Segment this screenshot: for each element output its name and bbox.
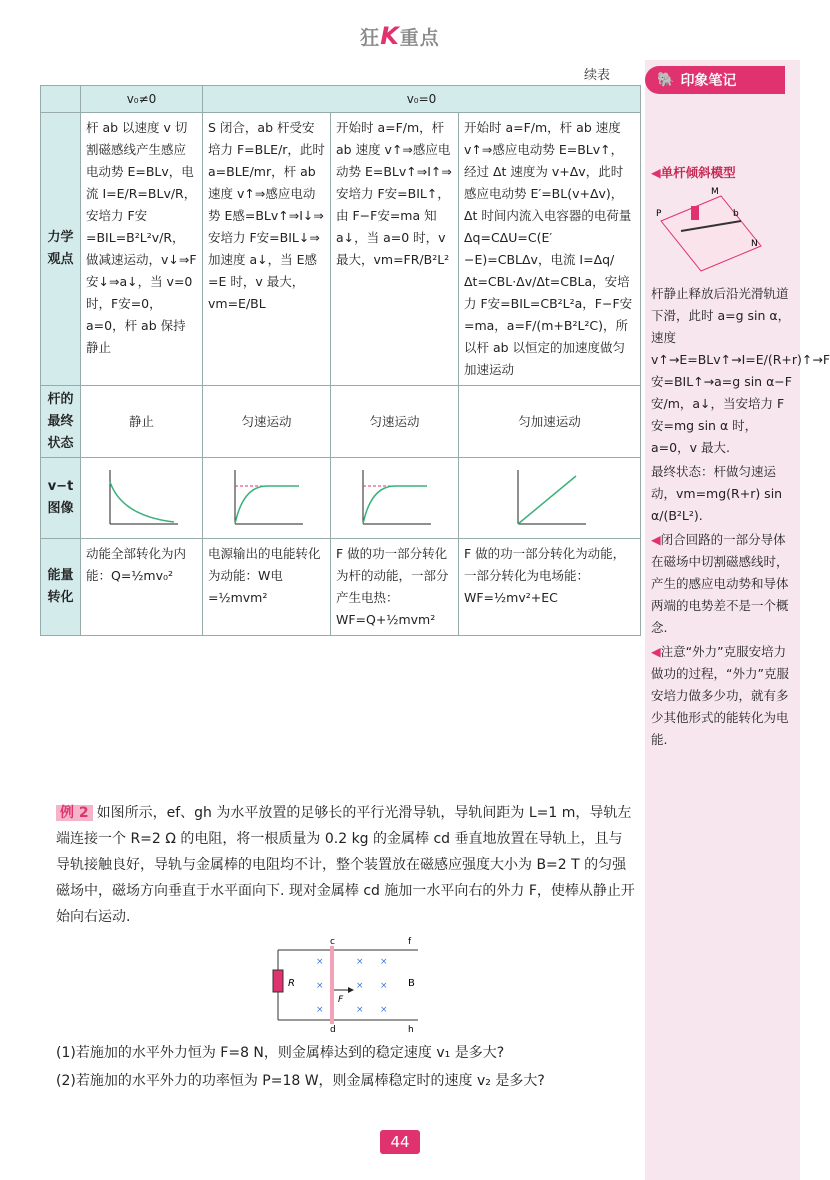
final-cell: 匀速运动 bbox=[331, 386, 459, 458]
graph-cell bbox=[203, 458, 331, 539]
svg-text:N: N bbox=[751, 239, 758, 249]
triangle-icon: ◀ bbox=[651, 644, 661, 659]
example-paragraph bbox=[56, 800, 636, 930]
question-1: (1)若施加的水平外力恒为 F=8 N，则金属棒达到的稳定速度 v₁ 是多大? bbox=[56, 1045, 505, 1061]
svg-text:d: d bbox=[330, 1025, 336, 1035]
graph-cell bbox=[459, 458, 641, 539]
elephant-icon: 🐘 bbox=[657, 72, 675, 88]
svg-text:×: × bbox=[316, 981, 324, 991]
row-label-mechanics: 力学观点 bbox=[41, 113, 81, 386]
energy-cell: 动能全部转化为内能：Q=½mv₀² bbox=[81, 539, 203, 636]
header-k: K bbox=[380, 22, 400, 50]
graph-cell bbox=[81, 458, 203, 539]
sidebar-tab bbox=[645, 66, 785, 94]
header-pre: 狂 bbox=[360, 27, 381, 49]
mech-cell: S 闭合，ab 杆受安培力 F=BLE/r，此时 a=BLE/mr，杆 ab 速度 v↑⇒感应电动势 E感=BLv↑⇒I↓⇒安培力 F安=BIL↓⇒加速度 a↓，当 E感=E 时，v 最大，vm=E/BL bbox=[203, 113, 331, 386]
row-label-energy: 能量转化 bbox=[41, 539, 81, 636]
svg-text:B: B bbox=[408, 978, 415, 989]
header-v0-zero: v₀=0 bbox=[203, 86, 641, 113]
svg-text:×: × bbox=[356, 1005, 364, 1015]
mech-cell: 开始时 a=F/m，杆 ab 速度 v↑⇒感应电动势 E=BLv↑，经过 Δt 速度为 v+Δv，此时感应电动势 E′=BL(v+Δv)，Δt 时间内流入电容器的电荷量 Δq=CΔU=C(E′−E)=CBLΔv，电流 I=Δq/Δt=CBL·Δv/Δt=CBLa，安培力 F安=BIL=CB²L²a，F−F安=ma，a=F/(m+B²L²C)，所以杆 ab 以恒定的加速度做匀加速运动 bbox=[459, 113, 641, 386]
header-post: 重点 bbox=[399, 27, 440, 49]
svg-text:×: × bbox=[356, 981, 364, 991]
vt-graph-saturate bbox=[355, 466, 435, 530]
incline-diagram bbox=[651, 186, 771, 276]
sidebar-note2: 注意“外力”克服安培力做功的过程，“外力”克服安培力做多少功，就有多少其他形式的能转化为电能. bbox=[651, 644, 789, 747]
svg-text:c: c bbox=[330, 937, 335, 947]
page-header bbox=[0, 22, 800, 50]
table-row bbox=[41, 539, 641, 636]
svg-text:×: × bbox=[356, 957, 364, 967]
sidebar-notes bbox=[651, 162, 830, 753]
mech-cell: 杆 ab 以速度 v 切割磁感线产生感应电动势 E=BLv，电流 I=E/R=BLv/R，安培力 F安=BIL=B²L²v/R，做减速运动，v↓⇒F安↓⇒a↓，当 v=0 时，F安=0，a=0，杆 ab 保持静止 bbox=[81, 113, 203, 386]
sidebar-para1: 杆静止释放后沿光滑轨道下滑，此时 a=g sin α，速度 v↑→E=BLv↑→I=E/(R+r)↑→F安=BIL↑→a=g sin α−F安/m，a↓，当安培力 F安=mg sin α 时，a=0，v 最大. bbox=[651, 286, 830, 455]
row-label-vt: v−t 图像 bbox=[41, 458, 81, 539]
sidebar-tab-label: 印象笔记 bbox=[680, 73, 737, 89]
triangle-icon: ◀ bbox=[651, 165, 661, 180]
table-row bbox=[41, 458, 641, 539]
header-v0-nonzero: v₀≠0 bbox=[81, 86, 203, 113]
energy-cell: 电源输出的电能转化为动能：W电=½mvm² bbox=[203, 539, 331, 636]
mech-cell: 开始时 a=F/m，杆 ab 速度 v↑⇒感应电动势 E=BLv↑⇒I↑⇒安培力 F安=BIL↑，由 F−F安=ma 知 a↓，当 a=0 时，v 最大，vm=FR/B²L² bbox=[331, 113, 459, 386]
continuation-label: 续表 bbox=[584, 68, 611, 83]
svg-text:P: P bbox=[656, 209, 662, 219]
svg-text:f: f bbox=[408, 937, 412, 947]
final-cell: 匀速运动 bbox=[203, 386, 331, 458]
table-row bbox=[41, 386, 641, 458]
graph-cell bbox=[331, 458, 459, 539]
svg-text:M: M bbox=[711, 187, 719, 197]
final-cell: 匀加速运动 bbox=[459, 386, 641, 458]
vt-graph-linear bbox=[510, 466, 590, 530]
vt-graph-saturate bbox=[227, 466, 307, 530]
svg-text:×: × bbox=[316, 1005, 324, 1015]
sidebar-heading: 单杆倾斜模型 bbox=[660, 165, 736, 180]
sidebar-para2: 最终状态：杆做匀速运动，vm=mg(R+r) sin α/(B²L²). bbox=[651, 464, 783, 523]
table-header-row bbox=[41, 86, 641, 113]
sidebar-note1: 闭合回路的一部分导体在磁场中切割磁感线时，产生的感应电动势和导体两端的电势差不是一个概念. bbox=[651, 532, 789, 635]
circuit-diagram bbox=[268, 937, 428, 1035]
svg-text:×: × bbox=[316, 957, 324, 967]
final-cell: 静止 bbox=[81, 386, 203, 458]
page-number: 44 bbox=[380, 1130, 420, 1154]
table-row bbox=[41, 113, 641, 386]
example-text: 如图所示，ef、gh 为水平放置的足够长的平行光滑导轨，导轨间距为 L=1 m，导轨左端连接一个 R=2 Ω 的电阻，将一根质量为 0.2 kg 的金属棒 cd 垂直地放置在导轨上，且与导轨接触良好，导轨与金属棒的电阻均不计，整个装置放在磁感应强度大小为 B=2 T 的匀强磁场中，磁场方向垂直于水平面向下. 现对金属棒 cd 施加一水平向右的外力 F，使棒从静止开始向右运动. bbox=[56, 805, 635, 925]
energy-cell: F 做的功一部分转化为杆的动能，一部分产生电热：WF=Q+½mvm² bbox=[331, 539, 459, 636]
example-badge: 例 2 bbox=[56, 805, 93, 821]
svg-text:×: × bbox=[380, 981, 388, 991]
header-empty bbox=[41, 86, 81, 113]
vt-graph-decay bbox=[102, 466, 182, 530]
svg-text:×: × bbox=[380, 1005, 388, 1015]
svg-text:b: b bbox=[733, 209, 739, 219]
svg-text:h: h bbox=[408, 1025, 414, 1035]
svg-text:×: × bbox=[380, 957, 388, 967]
triangle-icon: ◀ bbox=[651, 532, 661, 547]
svg-text:F: F bbox=[338, 995, 344, 1005]
row-label-final: 杆的最终状态 bbox=[41, 386, 81, 458]
svg-text:R: R bbox=[288, 978, 295, 989]
energy-cell: F 做的功一部分转化为动能，一部分转化为电场能：WF=½mv²+EC bbox=[459, 539, 641, 636]
question-2: (2)若施加的水平外力的功率恒为 P=18 W，则金属棒稳定时的速度 v₂ 是多大? bbox=[56, 1073, 545, 1089]
comparison-table bbox=[40, 85, 641, 636]
